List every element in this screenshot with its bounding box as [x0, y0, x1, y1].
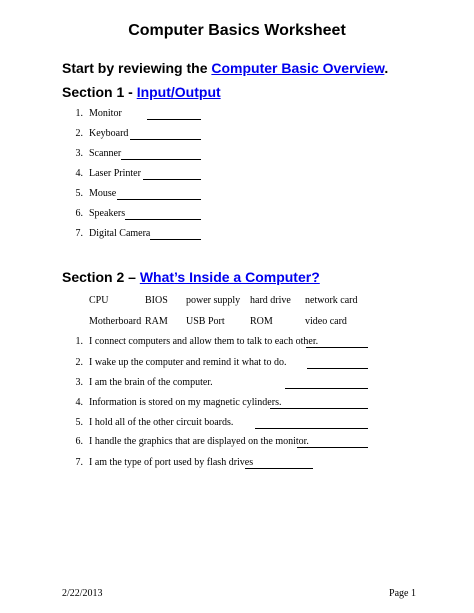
word-bank-term: video card: [305, 316, 347, 327]
section-1-item-label: Mouse: [89, 188, 117, 199]
word-bank-term: network card: [305, 295, 358, 306]
word-bank-term: BIOS: [145, 295, 168, 306]
answer-blank[interactable]: [147, 119, 201, 120]
answer-blank[interactable]: [117, 199, 201, 200]
answer-blank[interactable]: [307, 368, 368, 369]
section-2-item-label: I am the type of port used by flash drives: [89, 457, 254, 468]
section-2-item-label: I connect computers and allow them to talk to each other.: [89, 336, 319, 347]
answer-blank[interactable]: [255, 428, 368, 429]
section-1-item-label: Keyboard: [89, 128, 129, 139]
section-1-item-number: 5.: [75, 188, 83, 199]
section-1-item-number: 1.: [75, 108, 83, 119]
section-1-heading: [62, 84, 221, 100]
section-1-item-label: Scanner: [89, 148, 122, 159]
answer-blank[interactable]: [297, 447, 368, 448]
section-2-item-number: 1.: [75, 336, 83, 347]
section-2-item-number: 2.: [75, 357, 83, 368]
section-1-item-number: 7.: [75, 228, 83, 239]
section-1-prefix: Section 1 -: [62, 84, 137, 100]
answer-blank[interactable]: [245, 468, 313, 469]
word-bank-term: hard drive: [250, 295, 291, 306]
answer-blank[interactable]: [143, 179, 201, 180]
word-bank-term: Motherboard: [89, 316, 142, 327]
answer-blank[interactable]: [306, 347, 368, 348]
section-2-prefix: Section 2 –: [62, 269, 140, 285]
section-1-item-label: Digital Camera: [89, 228, 151, 239]
intro-line: [62, 60, 388, 76]
footer-page: Page 1: [389, 588, 416, 599]
section-2-item-number: 7.: [75, 457, 83, 468]
word-bank-term: power supply: [186, 295, 241, 306]
intro-prefix: Start by reviewing the: [62, 60, 212, 76]
section-1-item-number: 3.: [75, 148, 83, 159]
word-bank-term: RAM: [145, 316, 168, 327]
word-bank-term: USB Port: [186, 316, 225, 327]
section-2-item-label: I handle the graphics that are displayed on the monitor.: [89, 436, 309, 447]
section-2-item-number: 4.: [75, 397, 83, 408]
section-2-heading: [62, 269, 320, 285]
computer-basic-overview-link[interactable]: Computer Basic Overview: [211, 60, 385, 76]
section-2-item-number: 6.: [75, 436, 83, 447]
input-output-link[interactable]: Input/Output: [136, 84, 221, 100]
word-bank-term: ROM: [250, 316, 273, 327]
section-2-item-label: I wake up the computer and remind it what to do.: [89, 357, 287, 368]
intro-suffix: .: [384, 60, 389, 76]
whats-inside-computer-link[interactable]: What’s Inside a Computer?: [139, 269, 320, 285]
word-bank-term: CPU: [89, 295, 109, 306]
section-1-item-label: Monitor: [89, 108, 122, 119]
section-2-item-label: I am the brain of the computer.: [89, 377, 213, 388]
section-1-item-label: Speakers: [89, 208, 126, 219]
answer-blank[interactable]: [150, 239, 201, 240]
footer-date: 2/22/2013: [62, 588, 103, 599]
section-1-item-number: 6.: [75, 208, 83, 219]
answer-blank[interactable]: [285, 388, 368, 389]
section-2-item-label: Information is stored on my magnetic cylinders.: [89, 397, 282, 408]
section-2-item-number: 3.: [75, 377, 83, 388]
section-2-item-label: I hold all of the other circuit boards.: [89, 417, 234, 428]
section-1-item-label: Laser Printer: [89, 168, 141, 179]
answer-blank[interactable]: [121, 159, 201, 160]
answer-blank[interactable]: [130, 139, 201, 140]
worksheet-title: Computer Basics Worksheet: [128, 22, 346, 39]
section-1-item-number: 2.: [75, 128, 83, 139]
answer-blank[interactable]: [125, 219, 201, 220]
section-2-item-number: 5.: [75, 417, 83, 428]
answer-blank[interactable]: [270, 408, 368, 409]
section-1-item-number: 4.: [75, 168, 83, 179]
